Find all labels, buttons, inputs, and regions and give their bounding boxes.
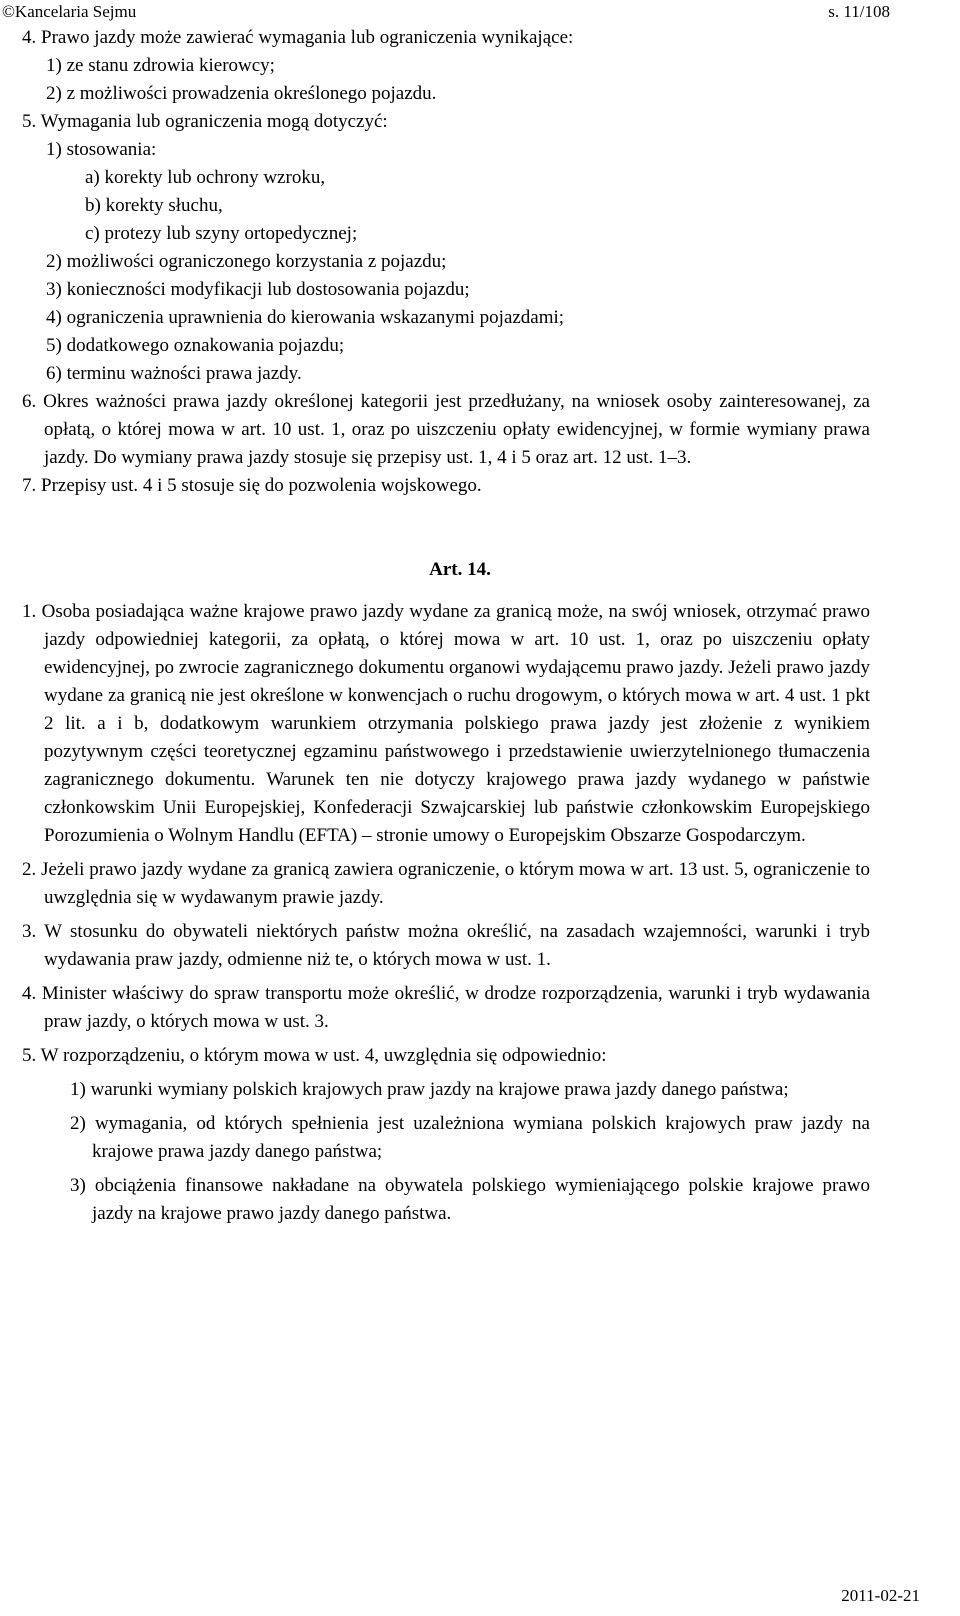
list-item: 4) ograniczenia uprawnienia do kierowania wskazanymi pojazdami; xyxy=(46,307,565,328)
article-title: Art. 14. xyxy=(429,559,491,580)
page-header xyxy=(0,0,960,24)
copyright-label: ©Kancelaria Sejmu xyxy=(2,2,137,21)
paragraph-ust-6: 6. Okres ważności prawa jazdy określonej kategorii jest przedłużany, na wniosek osoby zainteresowanej, za opłatą, o której mowa w art. 10 ust. 1, oraz po uiszczeniu opłaty ewidencyjnej, w formie wymiany prawa jazdy. Do wymiany prawa jazdy stosuje się przepisy ust. 1, 4 i 5 oraz art. 12 ust. 1–3. xyxy=(22,391,870,468)
paragraph-ust-5: 5. Wymagania lub ograniczenia mogą dotyczyć: xyxy=(22,111,388,132)
list-subitem: c) protezy lub szyny ortopedycznej; xyxy=(85,223,358,244)
footer-date: 2011-02-21 xyxy=(841,1586,920,1605)
list-item: 6) terminu ważności prawa jazdy. xyxy=(46,363,302,384)
paragraph-art14-ust-4: 4. Minister właściwy do spraw transportu może określić, w drodze rozporządzenia, warunki i tryb wydawania praw jazdy, o których mowa w ust. 3. xyxy=(22,983,870,1032)
paragraph-art14-ust-5: 5. W rozporządzeniu, o którym mowa w ust. 4, uwzględnia się odpowiednio: xyxy=(22,1045,607,1066)
list-item: 2) wymagania, od których spełnienia jest uzależniona wymiana polskich krajowych praw jazdy na krajowe prawa jazdy danego państwa; xyxy=(70,1113,870,1162)
list-item: 1) stosowania: xyxy=(46,139,157,160)
paragraph-art14-ust-2: 2. Jeżeli prawo jazdy wydane za granicą zawiera ograniczenie, o którym mowa w art. 13 ust. 5, ograniczenie to uwzględnia się w wydawanym prawie jazdy. xyxy=(22,859,870,908)
list-item: 3) konieczności modyfikacji lub dostosowania pojazdu; xyxy=(46,279,470,300)
list-subitem: b) korekty słuchu, xyxy=(85,195,223,216)
paragraph-art14-ust-3: 3. W stosunku do obywateli niektórych państw można określić, na zasadach wzajemności, warunki i tryb wydawania praw jazdy, odmienne niż te, o których mowa w ust. 1. xyxy=(22,921,870,970)
list-item: 1) ze stanu zdrowia kierowcy; xyxy=(46,55,275,76)
list-item: 1) warunki wymiany polskich krajowych praw jazdy na krajowe prawa jazdy danego państwa; xyxy=(70,1079,789,1100)
list-item: 5) dodatkowego oznakowania pojazdu; xyxy=(46,335,345,356)
paragraph-art14-ust-1: 1. Osoba posiadająca ważne krajowe prawo jazdy wydane za granicą może, na swój wniosek, otrzymać prawo jazdy odpowiedniej kategorii, za opłatą, o której mowa w art. 10 ust. 1, oraz po uiszczeniu opłaty ewidencyjnej, po zwrocie zagranicznego dokumentu organowi wydającemu prawo jazdy. Jeżeli prawo jazdy wydane za granicą nie jest określone w konwencjach o ruchu drogowym, o których mowa w art. 4 ust. 1 pkt 2 lit. a i b, dodatkowym warunkiem otrzymania polskiego prawa jazdy jest złożenie z wynikiem pozytywnym części teoretycznej egzaminu państwowego i przedstawienie uwierzytelnionego tłumaczenia zagranicznego dokumentu. Warunek ten nie dotyczy krajowego prawa jazdy wydanego w państwie członkowskim Unii Europejskiej, Konfederacji Szwajcarskiej lub państwie członkowskim Europejskiego Porozumienia o Wolnym Handlu (EFTA) – stronie umowy o Europejskim Obszarze Gospodarczym. xyxy=(22,601,870,846)
page-number: s. 11/108 xyxy=(828,2,890,21)
paragraph-ust-4: 4. Prawo jazdy może zawierać wymagania lub ograniczenia wynikające: xyxy=(22,27,574,48)
list-item: 2) możliwości ograniczonego korzystania z pojazdu; xyxy=(46,251,447,272)
document-body xyxy=(20,24,870,1228)
list-item: 2) z możliwości prowadzenia określonego pojazdu. xyxy=(46,83,437,104)
paragraph-ust-7: 7. Przepisy ust. 4 i 5 stosuje się do pozwolenia wojskowego. xyxy=(22,475,482,496)
list-item: 3) obciążenia finansowe nakładane na obywatela polskiego wymieniającego polskie krajowe prawo jazdy na krajowe prawo jazdy danego państwa. xyxy=(70,1175,870,1224)
list-subitem: a) korekty lub ochrony wzroku, xyxy=(85,167,326,188)
